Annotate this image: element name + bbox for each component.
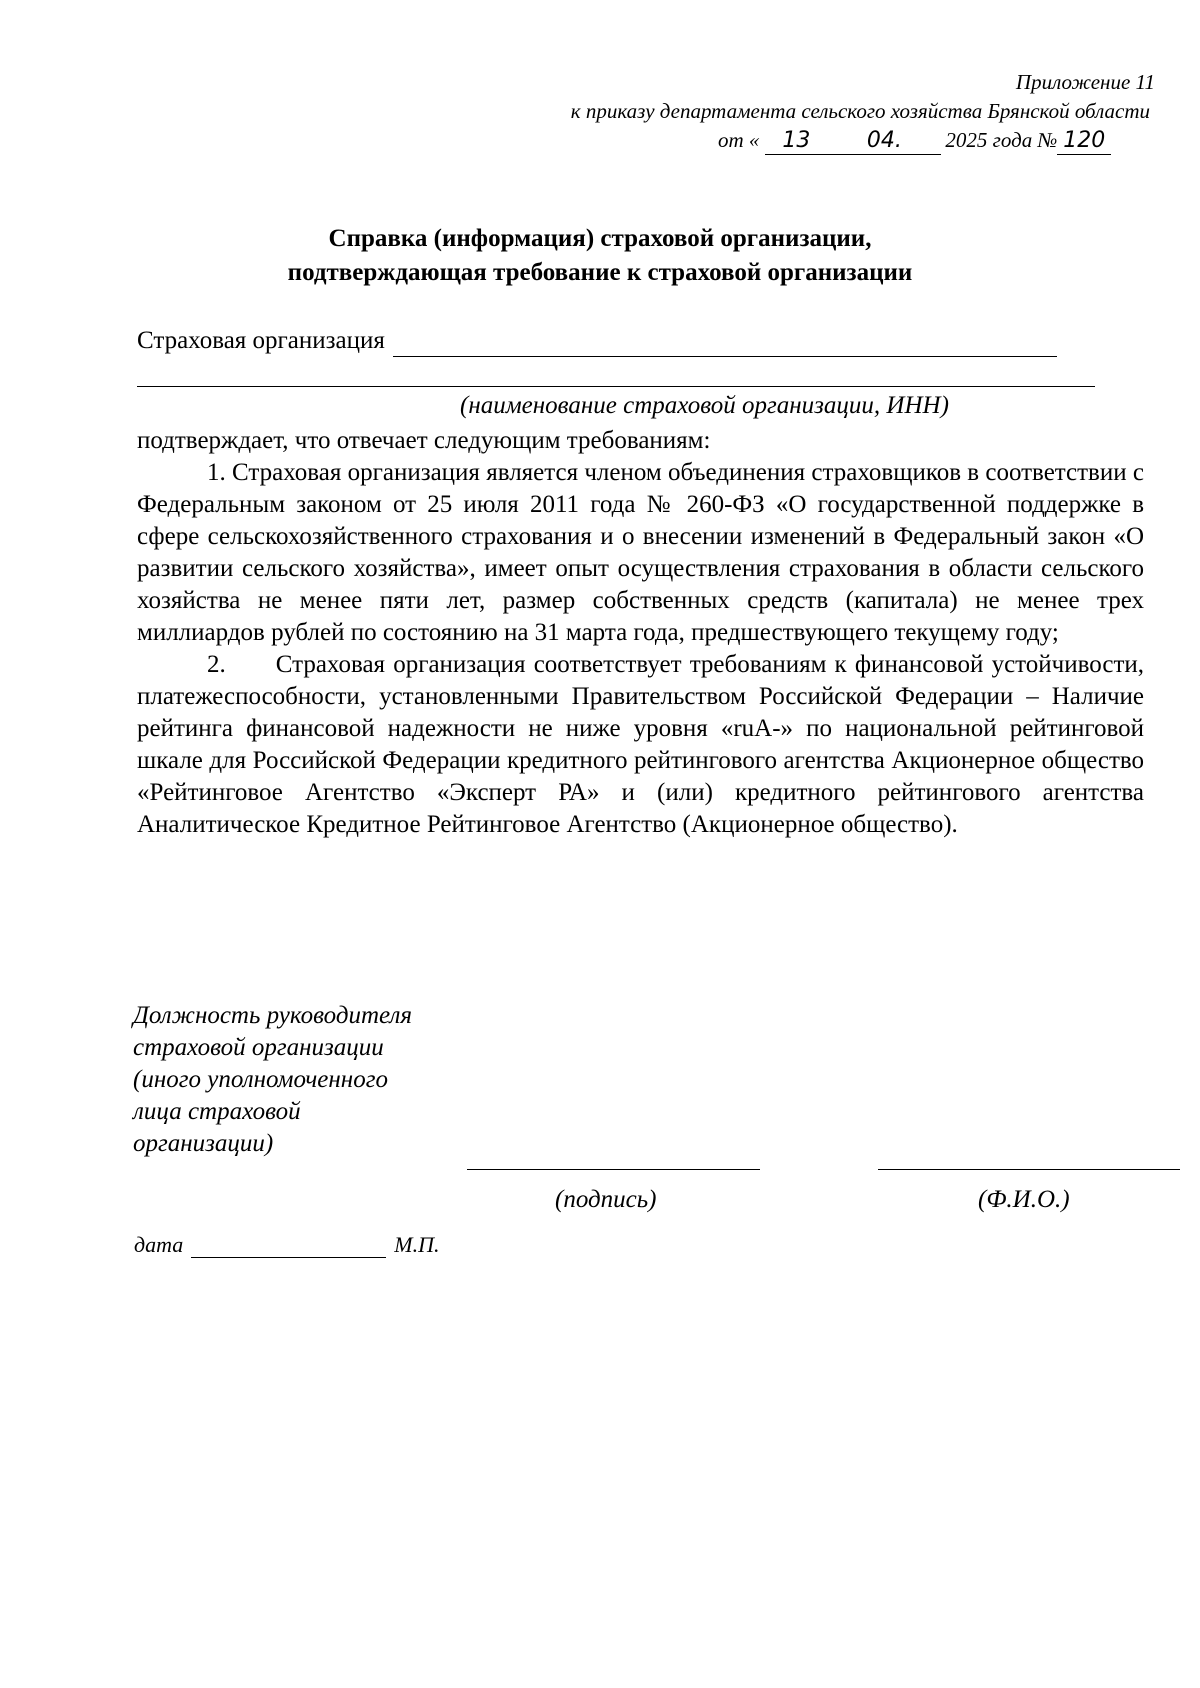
handwritten-day: 13 [765, 128, 827, 155]
insurance-org-second-line [137, 386, 1095, 387]
document-body [137, 425, 1144, 841]
intro-paragraph: подтверждает, что отвечает следующим требованиям: [137, 427, 711, 454]
date-field [134, 1232, 440, 1258]
insurance-org-blank-line [393, 332, 1057, 357]
full-name-line [878, 1169, 1180, 1170]
requirement-item-2: 2. Страховая организация соответствует требованиям к финансовой устойчивости, платежеспособности, установленными Правительством Российской Федерации – Наличие рейтинга финансовой надежности не ниже уровня «ruA-» по национальной рейтинговой шкале для Российской Федерации кредитного рейтингового агентства Акционерное общество «Рейтинговое Агентство «Эксперт РА» и (или) кредитного рейтингового агентства Аналитическое Кредитное Рейтинговое Агентство (Акционерное общество). [137, 651, 1144, 838]
title-line-2: подтверждающая требование к страховой организации [287, 259, 913, 286]
signatory-position [133, 1000, 412, 1160]
insurance-org-field [137, 325, 1057, 357]
requirement-item-1: 1. Страховая организация является членом объединения страховщиков в соответствии с Федеральным законом от 25 июля 2011 года № 260-ФЗ «О государственной поддержке в сфере сельскохозяйственного страхования и о внесении изменений в Федеральный закон «О развитии сельского хозяйства», имеет опыт осуществления страхования в области сельского хозяйства не менее пяти лет, размер собственных средств (капитала) не менее трех миллиардов рублей по состоянию на 31 марта года, предшествующего текущему году; [137, 459, 1144, 646]
signature-caption: (подпись) [555, 1186, 657, 1213]
date-blank-line [191, 1237, 386, 1258]
full-name-caption: (Ф.И.О.) [978, 1186, 1070, 1213]
order-reference: к приказу департамента сельского хозяйства Брянской области [570, 99, 1150, 123]
date-prefix: от « [718, 128, 760, 152]
insurance-org-caption: (наименование страховой организации, ИНН) [460, 392, 949, 419]
handwritten-order-number: 120 [1057, 128, 1111, 155]
appendix-number: Приложение 11 [1015, 70, 1155, 94]
signature-line [467, 1169, 760, 1170]
position-line: страховой организации [133, 1034, 384, 1061]
position-line: (иного уполномоченного [133, 1066, 388, 1093]
insurance-org-label: Страховая организация [137, 327, 385, 354]
position-line: лица страховой [133, 1098, 301, 1125]
position-line: организации) [133, 1130, 274, 1157]
stamp-label: М.П. [394, 1232, 440, 1257]
position-line: Должность руководителя [133, 1002, 413, 1029]
title-line-1: Справка (информация) страховой организации, [328, 225, 872, 252]
date-year: 2025 года № [945, 128, 1058, 152]
order-date-line [718, 126, 1111, 155]
document-title [0, 222, 1200, 290]
date-label: дата [134, 1232, 184, 1257]
handwritten-month: 04. [827, 128, 941, 155]
